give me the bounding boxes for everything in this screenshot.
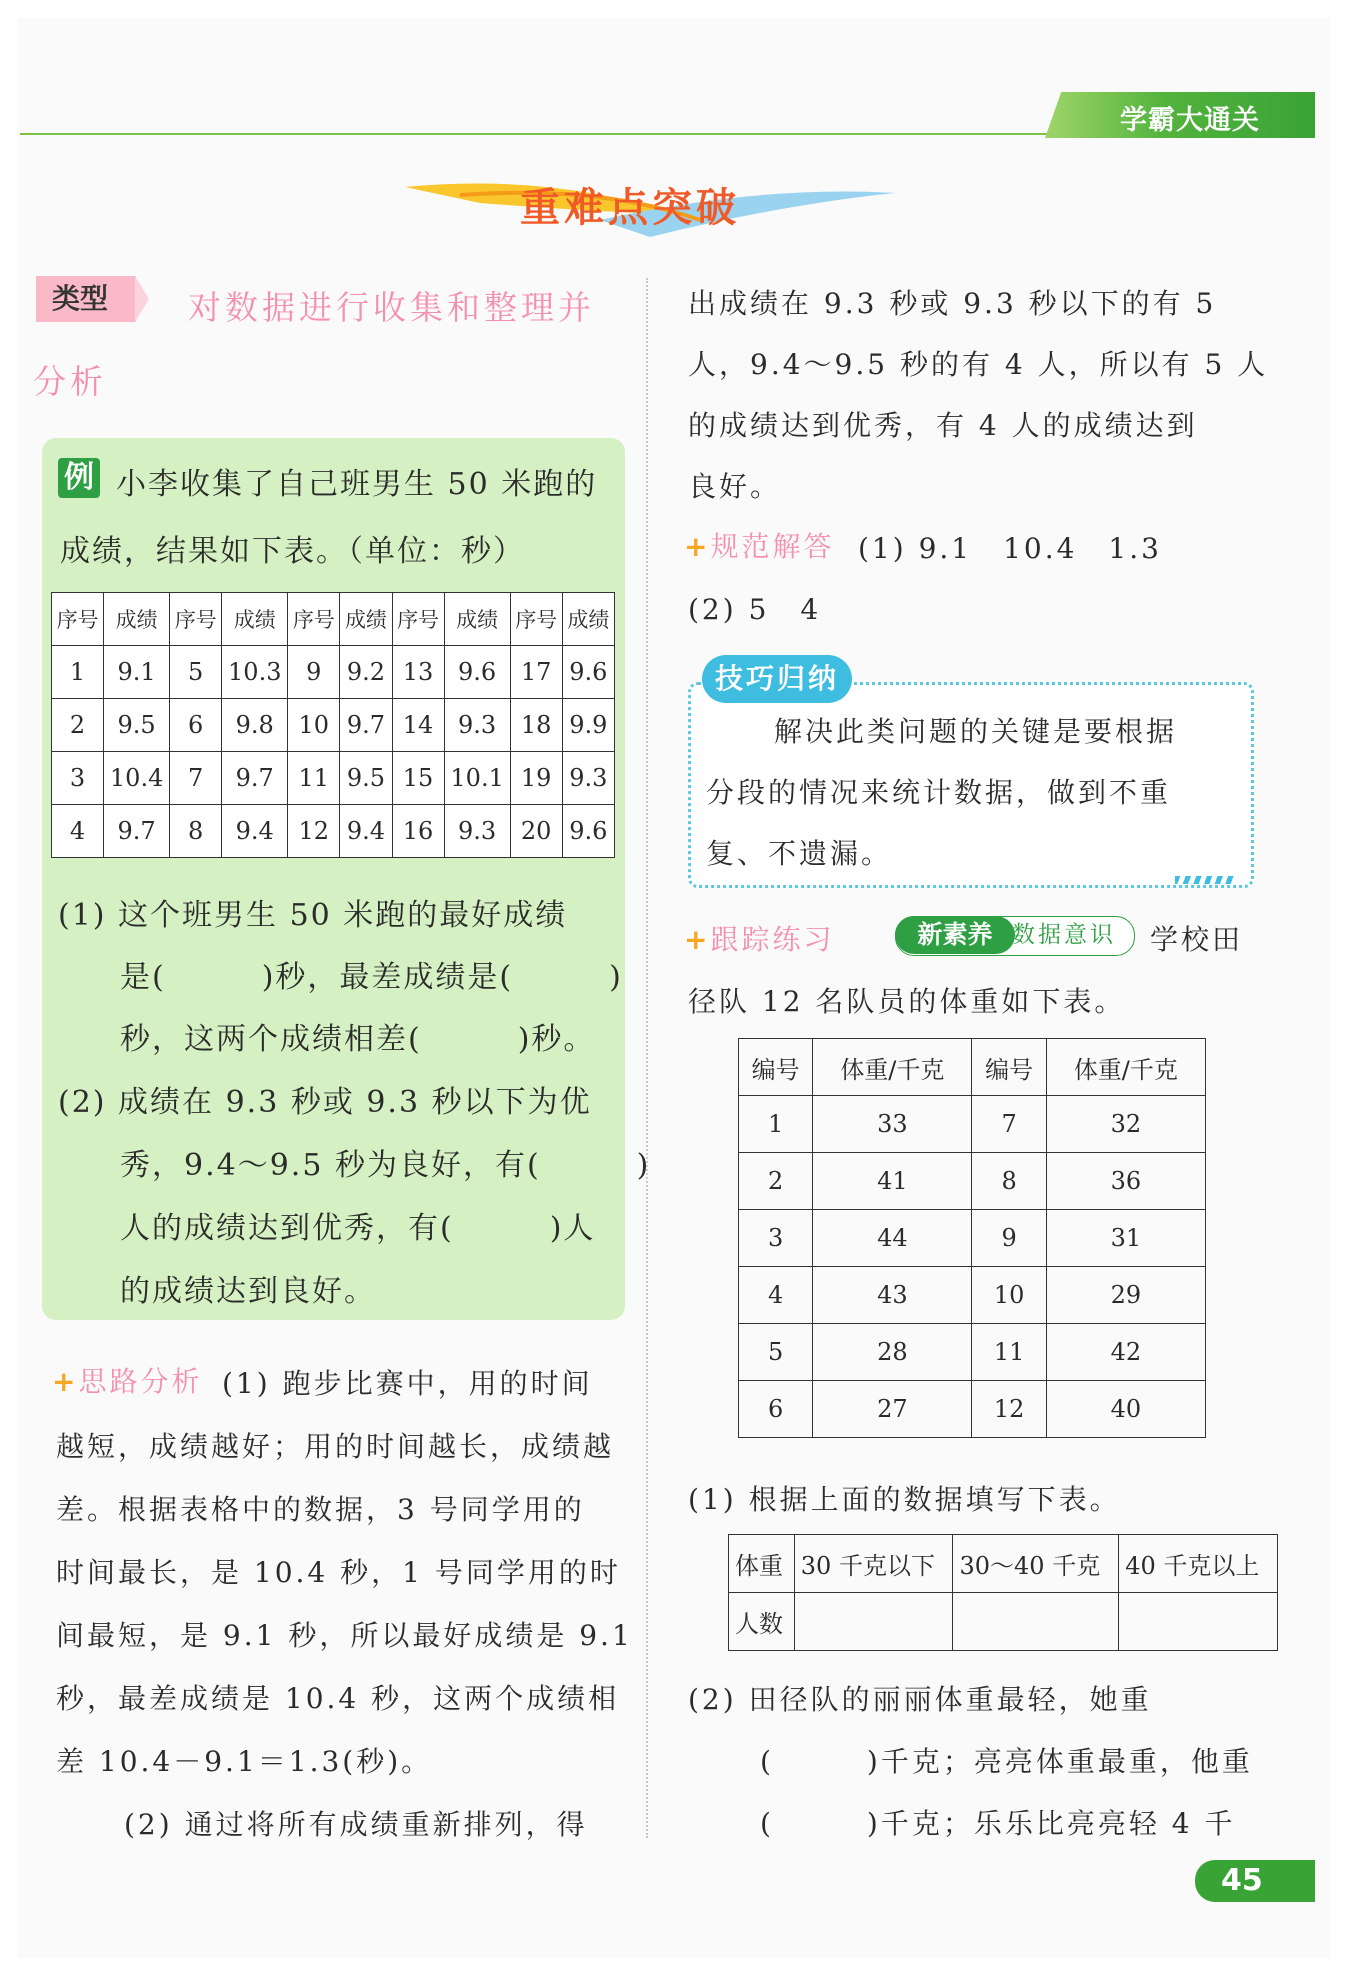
table-cell: 11 bbox=[972, 1324, 1046, 1381]
question-text: 秀，9.4～9.5 秒为良好，有( ) bbox=[120, 1148, 651, 1183]
table-cell: 2 bbox=[739, 1153, 813, 1210]
fill-in-table bbox=[728, 1534, 1278, 1651]
analysis-label: 思路分析 bbox=[78, 1365, 203, 1398]
table-header: 体重 bbox=[729, 1535, 795, 1593]
table-header: 序号 bbox=[510, 593, 562, 646]
tips-tag: 技巧归纳 bbox=[702, 655, 852, 703]
analysis-text: 差 10.4－9.1＝1.3(秒)。 bbox=[56, 1745, 433, 1778]
table-header: 成绩 bbox=[222, 593, 288, 646]
table-cell: 3 bbox=[52, 752, 104, 805]
question-text: 的成绩达到良好。 bbox=[120, 1274, 376, 1309]
literacy-badge-topic: 数据意识 bbox=[1012, 922, 1116, 948]
header-rule bbox=[20, 133, 1070, 135]
literacy-badge-label: 新素养 bbox=[895, 916, 1015, 954]
table-row bbox=[52, 646, 615, 699]
table-header: 成绩 bbox=[104, 593, 170, 646]
table-cell: 7 bbox=[972, 1096, 1046, 1153]
answer-heading bbox=[684, 525, 834, 565]
table-cell: 9.5 bbox=[340, 752, 392, 805]
table-row bbox=[739, 1210, 1206, 1267]
table-cell: 42 bbox=[1046, 1324, 1205, 1381]
table-cell: 20 bbox=[510, 805, 562, 858]
table-cell: 9.1 bbox=[104, 646, 170, 699]
table-row bbox=[739, 1267, 1206, 1324]
table-cell: 17 bbox=[510, 646, 562, 699]
table-cell: 9.8 bbox=[222, 699, 288, 752]
table-cell: 9.4 bbox=[222, 805, 288, 858]
example-text: 成绩，结果如下表。（单位：秒） bbox=[60, 534, 525, 569]
table-cell: 9.6 bbox=[562, 805, 614, 858]
table-row bbox=[739, 1381, 1206, 1438]
table-header: 序号 bbox=[288, 593, 340, 646]
table-header: 体重/千克 bbox=[813, 1039, 972, 1096]
analysis-text: 差。根据表格中的数据，3 号同学用的 bbox=[56, 1493, 585, 1526]
table-row-label: 人数 bbox=[729, 1593, 795, 1651]
table-cell: 9.5 bbox=[104, 699, 170, 752]
table-cell: 9.3 bbox=[562, 752, 614, 805]
table-cell: 9.7 bbox=[222, 752, 288, 805]
table-row bbox=[739, 1324, 1206, 1381]
tips-decoration bbox=[1175, 876, 1235, 884]
table-header: 成绩 bbox=[562, 593, 614, 646]
tips-text: 复、不遗漏。 bbox=[706, 837, 893, 870]
analysis-text: 越短，成绩越好；用的时间越长，成绩越 bbox=[56, 1430, 615, 1463]
column-divider bbox=[646, 278, 648, 1838]
table-cell: 9.6 bbox=[562, 646, 614, 699]
table-row bbox=[52, 699, 615, 752]
type-tag: 类型 bbox=[36, 276, 136, 322]
question-text: (1) 这个班男生 50 米跑的最好成绩 bbox=[58, 898, 568, 933]
table-cell: 10 bbox=[972, 1267, 1046, 1324]
question-text: 人的成绩达到优秀，有( )人 bbox=[120, 1211, 596, 1246]
table-header: 30～40 千克 bbox=[953, 1535, 1119, 1593]
table-cell: 8 bbox=[972, 1153, 1046, 1210]
table-cell: 9 bbox=[972, 1210, 1046, 1267]
table-header: 序号 bbox=[170, 593, 222, 646]
table-header: 成绩 bbox=[444, 593, 510, 646]
table-cell: 15 bbox=[392, 752, 444, 805]
table-cell: 2 bbox=[52, 699, 104, 752]
table-header: 40 千克以上 bbox=[1119, 1535, 1278, 1593]
table-cell: 10.4 bbox=[104, 752, 170, 805]
table-cell: 33 bbox=[813, 1096, 972, 1153]
table-cell: 9.3 bbox=[444, 805, 510, 858]
table-cell: 5 bbox=[170, 646, 222, 699]
plus-icon: + bbox=[684, 530, 711, 563]
table-cell: 7 bbox=[170, 752, 222, 805]
header-title: 学霸大通关 bbox=[1120, 105, 1260, 136]
question-text: ( )千克；乐乐比亮亮轻 4 千 bbox=[760, 1807, 1236, 1840]
question-text: (1) 根据上面的数据填写下表。 bbox=[688, 1483, 1121, 1516]
table-cell: 9 bbox=[288, 646, 340, 699]
practice-text: 径队 12 名队员的体重如下表。 bbox=[688, 985, 1126, 1018]
question-text: (2) 田径队的丽丽体重最轻，她重 bbox=[688, 1683, 1152, 1716]
table-cell: 6 bbox=[739, 1381, 813, 1438]
tips-text: 分段的情况来统计数据，做到不重 bbox=[706, 776, 1172, 809]
analysis-text: 的成绩达到优秀，有 4 人的成绩达到 bbox=[688, 409, 1198, 442]
table-header: 编号 bbox=[972, 1039, 1046, 1096]
example-panel bbox=[42, 438, 625, 1320]
type-title: 对数据进行收集和整理并 bbox=[188, 288, 595, 327]
table-cell: 29 bbox=[1046, 1267, 1205, 1324]
table-cell: 9.6 bbox=[444, 646, 510, 699]
analysis-text: 人，9.4～9.5 秒的有 4 人，所以有 5 人 bbox=[688, 348, 1269, 381]
tips-text: 解决此类问题的关键是要根据 bbox=[774, 715, 1178, 748]
table-cell: 31 bbox=[1046, 1210, 1205, 1267]
table-row bbox=[729, 1593, 1278, 1651]
table-cell: 19 bbox=[510, 752, 562, 805]
table-header-row bbox=[52, 593, 615, 646]
analysis-text: (1) 跑步比赛中，用的时间 bbox=[222, 1367, 593, 1400]
answer-blank[interactable] bbox=[794, 1593, 953, 1651]
analysis-text: 间最短，是 9.1 秒，所以最好成绩是 9.1 bbox=[56, 1619, 633, 1652]
table-cell: 13 bbox=[392, 646, 444, 699]
table-header-row bbox=[739, 1039, 1206, 1096]
table-cell: 11 bbox=[288, 752, 340, 805]
analysis-text: 良好。 bbox=[688, 470, 782, 503]
table-cell: 9.9 bbox=[562, 699, 614, 752]
table-cell: 32 bbox=[1046, 1096, 1205, 1153]
answer-text: (1) 9.1 10.4 1.3 bbox=[858, 532, 1162, 565]
table-cell: 43 bbox=[813, 1267, 972, 1324]
example-text: 小李收集了自己班男生 50 米跑的 bbox=[116, 467, 598, 502]
analysis-text: 出成绩在 9.3 秒或 9.3 秒以下的有 5 bbox=[688, 287, 1217, 320]
table-cell: 10 bbox=[288, 699, 340, 752]
table-cell: 14 bbox=[392, 699, 444, 752]
answer-label: 规范解答 bbox=[710, 530, 835, 563]
example-badge: 例 bbox=[58, 458, 100, 498]
table-cell: 9.7 bbox=[104, 805, 170, 858]
question-text: (2) 成绩在 9.3 秒或 9.3 秒以下为优 bbox=[58, 1085, 592, 1120]
table-cell: 1 bbox=[739, 1096, 813, 1153]
table-cell: 12 bbox=[972, 1381, 1046, 1438]
question-text: 秒，这两个成绩相差( )秒。 bbox=[120, 1022, 596, 1057]
table-row bbox=[739, 1153, 1206, 1210]
table-header: 成绩 bbox=[340, 593, 392, 646]
table-cell: 9.3 bbox=[444, 699, 510, 752]
table-header: 体重/千克 bbox=[1046, 1039, 1205, 1096]
table-header-row bbox=[729, 1535, 1278, 1593]
practice-text: 学校田 bbox=[1150, 923, 1244, 956]
table-cell: 16 bbox=[392, 805, 444, 858]
table-cell: 36 bbox=[1046, 1153, 1205, 1210]
table-cell: 44 bbox=[813, 1210, 972, 1267]
table-cell: 4 bbox=[52, 805, 104, 858]
table-header: 30 千克以下 bbox=[794, 1535, 953, 1593]
running-scores-table bbox=[51, 592, 615, 858]
table-cell: 28 bbox=[813, 1324, 972, 1381]
table-cell: 9.4 bbox=[340, 805, 392, 858]
analysis-text: (2) 通过将所有成绩重新排列，得 bbox=[124, 1808, 588, 1841]
table-row bbox=[739, 1096, 1206, 1153]
table-cell: 1 bbox=[52, 646, 104, 699]
page-number: 45 bbox=[1195, 1860, 1315, 1902]
analysis-text: 秒，最差成绩是 10.4 秒，这两个成绩相 bbox=[56, 1682, 620, 1715]
answer-text: (2) 5 4 bbox=[688, 593, 822, 626]
table-cell: 18 bbox=[510, 699, 562, 752]
type-title-cont: 分析 bbox=[33, 362, 107, 401]
table-cell: 10.3 bbox=[222, 646, 288, 699]
answer-blank[interactable] bbox=[1119, 1593, 1278, 1651]
table-row bbox=[52, 752, 615, 805]
table-cell: 10.1 bbox=[444, 752, 510, 805]
question-text: 是( )秒，最差成绩是( ) bbox=[120, 960, 623, 995]
practice-heading bbox=[684, 918, 834, 958]
analysis-text: 时间最长，是 10.4 秒，1 号同学用的时 bbox=[56, 1556, 621, 1589]
table-cell: 6 bbox=[170, 699, 222, 752]
table-cell: 8 bbox=[170, 805, 222, 858]
analysis-heading bbox=[52, 1360, 202, 1400]
answer-blank[interactable] bbox=[953, 1593, 1119, 1651]
section-title: 重难点突破 bbox=[520, 185, 740, 231]
table-cell: 27 bbox=[813, 1381, 972, 1438]
table-cell: 5 bbox=[739, 1324, 813, 1381]
practice-label: 跟踪练习 bbox=[710, 923, 835, 956]
table-cell: 9.7 bbox=[340, 699, 392, 752]
table-cell: 4 bbox=[739, 1267, 813, 1324]
weight-table bbox=[738, 1038, 1206, 1438]
table-cell: 12 bbox=[288, 805, 340, 858]
table-header: 编号 bbox=[739, 1039, 813, 1096]
table-header: 序号 bbox=[52, 593, 104, 646]
plus-icon: + bbox=[52, 1365, 79, 1398]
table-header: 序号 bbox=[392, 593, 444, 646]
table-cell: 41 bbox=[813, 1153, 972, 1210]
table-cell: 3 bbox=[739, 1210, 813, 1267]
plus-icon: + bbox=[684, 923, 711, 956]
table-row bbox=[52, 805, 615, 858]
table-cell: 40 bbox=[1046, 1381, 1205, 1438]
table-cell: 9.2 bbox=[340, 646, 392, 699]
question-text: ( )千克；亮亮体重最重，他重 bbox=[760, 1745, 1253, 1778]
